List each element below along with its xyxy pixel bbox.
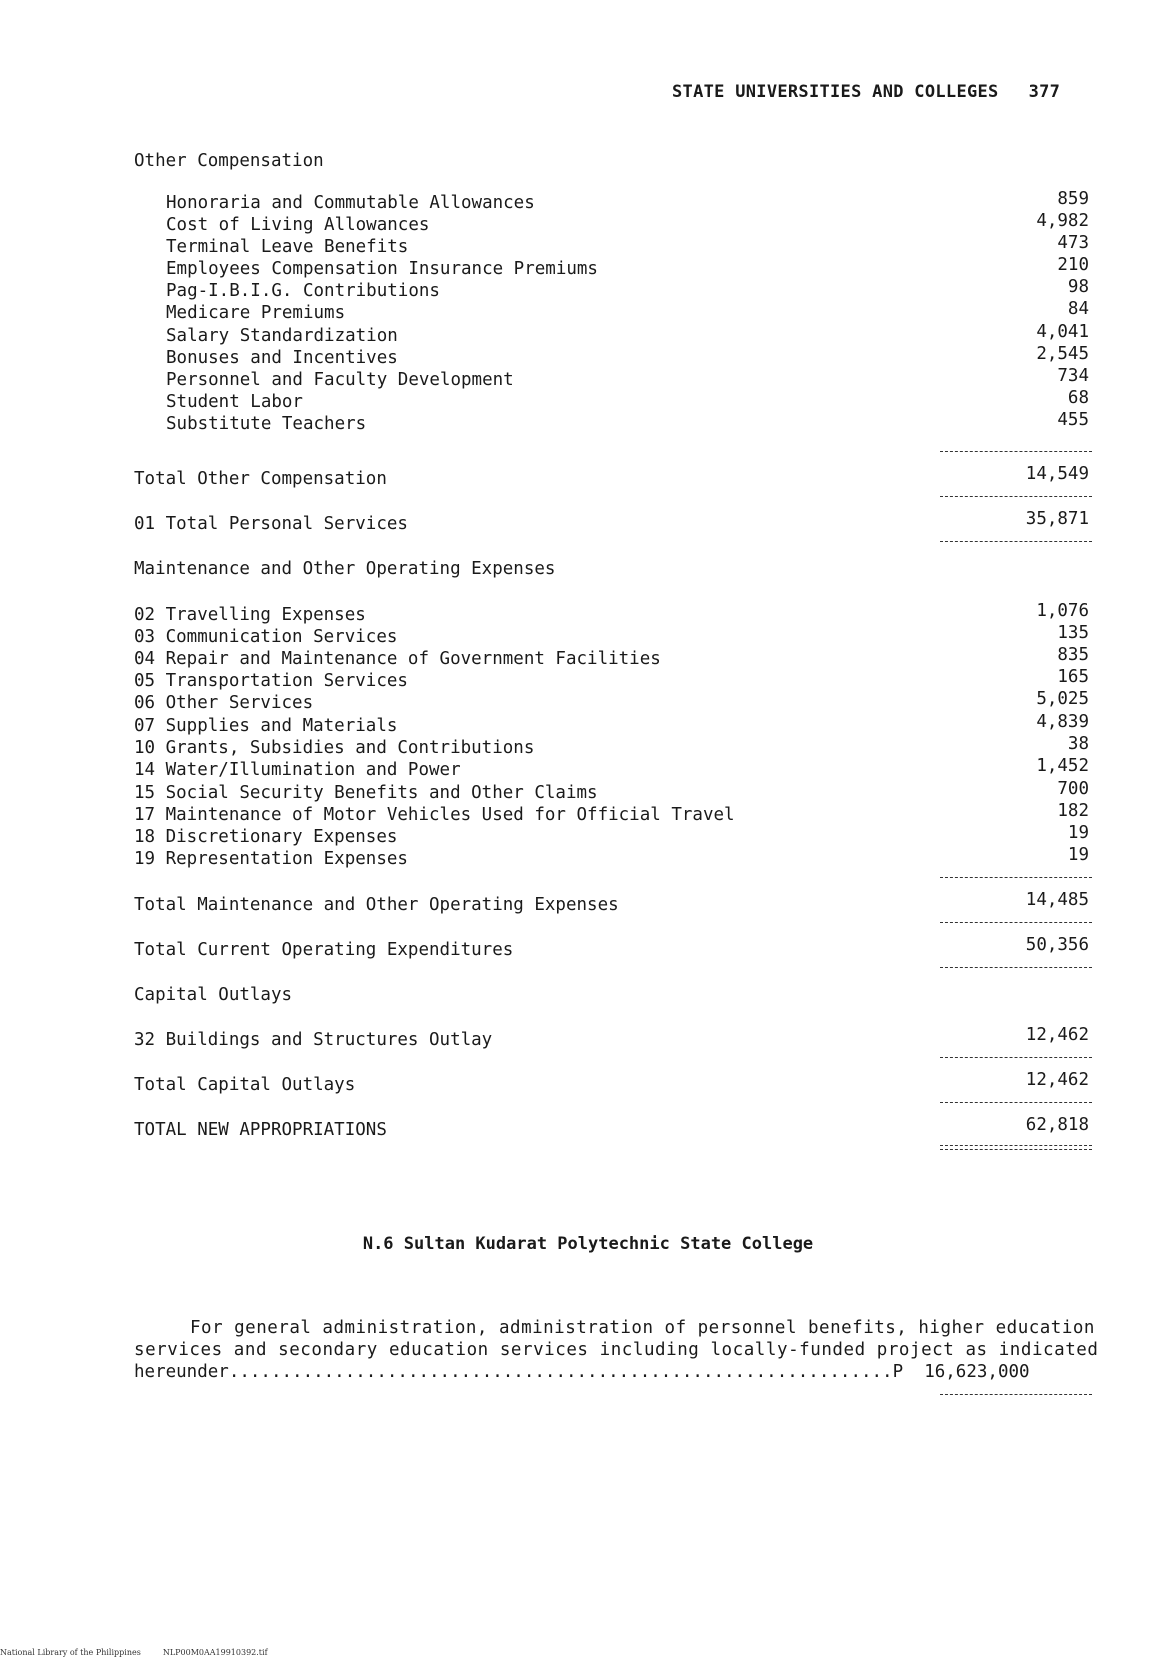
item-value: 98: [1067, 277, 1089, 297]
grand-total-value: 62,818: [1025, 1115, 1089, 1135]
total-value: 14,485: [1025, 890, 1089, 910]
item-value: 135: [1057, 623, 1089, 643]
item-value: 84: [1067, 299, 1089, 319]
item-label: Bonuses and Incentives: [166, 348, 398, 368]
line-item: [134, 734, 1098, 759]
heading-label: Capital Outlays: [134, 985, 293, 1005]
paragraph-line: For general administration, administration of personnel benefits, higher education: [190, 1318, 1095, 1338]
dot-leader: ...............................................................P: [228, 1362, 904, 1382]
item-value: 5,025: [1036, 689, 1089, 709]
total-label: 01 Total Personal Services: [134, 514, 408, 534]
line-item: [134, 277, 1098, 302]
total-label: Total Capital Outlays: [134, 1075, 356, 1095]
line-item: [134, 366, 1098, 391]
line-item: [134, 801, 1098, 826]
scan-filename: NLP00M0AA19910392.tif: [162, 1648, 268, 1657]
hereunder-text: hereunder: [134, 1362, 229, 1382]
item-label: 02 Travelling Expenses: [134, 605, 366, 625]
line-item: [134, 255, 1098, 280]
line-item: [134, 756, 1098, 781]
item-label: 18 Discretionary Expenses: [134, 827, 398, 847]
line-item: [134, 823, 1098, 848]
subtotal-rule: [940, 877, 1092, 878]
item-value: 455: [1057, 410, 1089, 430]
line-item: [134, 689, 1098, 714]
item-label: Cost of Living Allowances: [166, 215, 430, 235]
line-item: [134, 667, 1098, 692]
total-label: Total Other Compensation: [134, 469, 387, 489]
item-value: 210: [1057, 255, 1089, 275]
subtotal-rule: [940, 496, 1092, 497]
section-heading: [134, 558, 1098, 580]
section-title: N.6 Sultan Kudarat Polytechnic State College: [362, 1234, 814, 1254]
subtotal-rule: [940, 541, 1092, 542]
total-value: 12,462: [1025, 1070, 1089, 1090]
total-row: [134, 935, 1098, 961]
item-label: 14 Water/Illumination and Power: [134, 760, 461, 780]
item-value: 19: [1067, 823, 1089, 843]
heading-label: Other Compensation: [134, 151, 324, 171]
subtotal-rule: [940, 1057, 1092, 1058]
item-label: Personnel and Faculty Development: [166, 370, 514, 390]
item-label: Employees Compensation Insurance Premiums: [166, 259, 598, 279]
section-heading: [134, 150, 1098, 172]
total-label: Total Maintenance and Other Operating Expenses: [134, 895, 619, 915]
item-label: Honoraria and Commutable Allowances: [166, 193, 535, 213]
line-item: [134, 299, 1098, 324]
item-value: 859: [1057, 189, 1089, 209]
line-item: [134, 645, 1098, 670]
section-heading: [134, 984, 1098, 1006]
line-item: [134, 410, 1098, 435]
total-row: [134, 1070, 1098, 1096]
subtotal-rule: [940, 967, 1092, 968]
item-value: 165: [1057, 667, 1089, 687]
item-label: Medicare Premiums: [166, 303, 346, 323]
grand-total-row: [134, 1115, 1098, 1141]
total-value: 50,356: [1025, 935, 1089, 955]
line-item: [134, 712, 1098, 737]
library-credit: National Library of the Philippines: [0, 1648, 141, 1657]
item-label: 10 Grants, Subsidies and Contributions: [134, 738, 535, 758]
item-value: 734: [1057, 366, 1089, 386]
line-item: [134, 211, 1098, 236]
line-item: [134, 1025, 1098, 1051]
item-label: 15 Social Security Benefits and Other Claims: [134, 783, 598, 803]
item-value: 2,545: [1036, 344, 1089, 364]
appropriation-amount: 16,623,000: [924, 1362, 1030, 1382]
item-value: 4,041: [1036, 322, 1089, 342]
item-label: 06 Other Services: [134, 693, 314, 713]
item-value: 38: [1067, 734, 1089, 754]
line-item: [134, 845, 1098, 870]
line-item: [134, 233, 1098, 258]
paragraph-line: services and secondary education services including locally-funded project as indicated: [134, 1340, 1099, 1360]
item-value: 68: [1067, 388, 1089, 408]
item-label: Salary Standardization: [166, 326, 398, 346]
page-number: 377: [1028, 82, 1061, 102]
total-value: 35,871: [1025, 509, 1089, 529]
item-value: 4,839: [1036, 712, 1089, 732]
total-value: 14,549: [1025, 464, 1089, 484]
total-row: [134, 509, 1098, 535]
line-item: [134, 779, 1098, 804]
line-item: [134, 623, 1098, 648]
double-rule: [940, 1145, 1092, 1150]
subtotal-rule: [940, 1394, 1092, 1395]
line-item: [134, 601, 1098, 626]
subtotal-rule: [940, 922, 1092, 923]
item-label: 19 Representation Expenses: [134, 849, 408, 869]
item-label: Substitute Teachers: [166, 414, 367, 434]
item-label: Pag-I.B.I.G. Contributions: [166, 281, 440, 301]
item-label: Terminal Leave Benefits: [166, 237, 409, 257]
item-value: 835: [1057, 645, 1089, 665]
item-label: 17 Maintenance of Motor Vehicles Used for Official Travel: [134, 805, 735, 825]
paragraph-line: [134, 1361, 1094, 1383]
item-label: 05 Transportation Services: [134, 671, 408, 691]
line-item: [134, 322, 1098, 347]
line-item: [134, 388, 1098, 413]
item-label: 04 Repair and Maintenance of Government Facilities: [134, 649, 661, 669]
item-value: 473: [1057, 233, 1089, 253]
total-row: [134, 890, 1098, 916]
item-value: 4,982: [1036, 211, 1089, 231]
item-label: 07 Supplies and Materials: [134, 716, 398, 736]
heading-label: Maintenance and Other Operating Expenses: [134, 559, 556, 579]
item-value: 19: [1067, 845, 1089, 865]
subtotal-rule: [940, 1102, 1092, 1103]
scan-footer: [0, 1648, 268, 1657]
subtotal-rule: [940, 451, 1092, 452]
running-title: STATE UNIVERSITIES AND COLLEGES: [672, 82, 999, 102]
item-label: 32 Buildings and Structures Outlay: [134, 1030, 493, 1050]
item-label: 03 Communication Services: [134, 627, 398, 647]
item-value: 182: [1057, 801, 1089, 821]
page-header: [672, 82, 1060, 102]
appropriation-paragraph: [134, 1317, 1099, 1383]
item-value: 1,076: [1036, 601, 1089, 621]
total-label: Total Current Operating Expenditures: [134, 940, 514, 960]
item-value: 1,452: [1036, 756, 1089, 776]
total-row: [134, 464, 1098, 490]
grand-total-label: TOTAL NEW APPROPRIATIONS: [134, 1120, 387, 1140]
line-item: [134, 344, 1098, 369]
item-value: 12,462: [1025, 1025, 1089, 1045]
item-label: Student Labor: [166, 392, 303, 412]
item-value: 700: [1057, 779, 1089, 799]
line-item: [134, 189, 1098, 214]
